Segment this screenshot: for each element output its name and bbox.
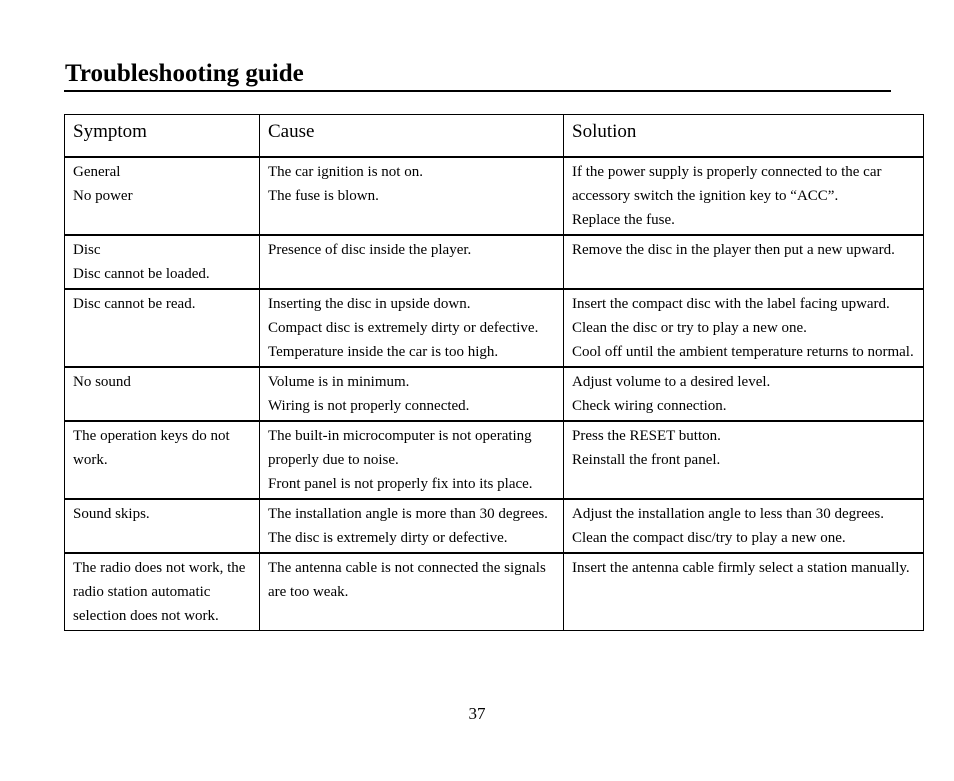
cause-line: Volume is in minimum. bbox=[268, 374, 410, 390]
symptom-line: Disc bbox=[73, 242, 101, 258]
cause-line: Compact disc is extremely dirty or defective. bbox=[268, 320, 539, 336]
solution-line: Cool off until the ambient temperature returns to normal. bbox=[572, 344, 914, 360]
page-title: Troubleshooting guide bbox=[65, 60, 304, 87]
solution-line: If the power supply is properly connected to the car accessory switch the ignition key to “ACC”. bbox=[572, 164, 882, 204]
cause-line: The built-in microcomputer is not operating properly due to noise. bbox=[268, 428, 532, 468]
column-header-cause: Cause bbox=[260, 115, 564, 158]
symptom-line: Disc cannot be loaded. bbox=[73, 266, 210, 282]
solution-line: Insert the compact disc with the label facing upward. bbox=[572, 296, 890, 312]
solution-cell bbox=[564, 157, 924, 235]
table-row bbox=[65, 157, 924, 235]
symptom-cell bbox=[65, 553, 260, 631]
symptom-line: The radio does not work, the radio station automatic selection does not work. bbox=[73, 560, 246, 624]
symptom-line: Sound skips. bbox=[73, 506, 150, 522]
table-row bbox=[65, 235, 924, 289]
symptom-line: No sound bbox=[73, 374, 131, 390]
cause-line: The installation angle is more than 30 degrees. bbox=[268, 506, 548, 522]
symptom-line: General bbox=[73, 164, 121, 180]
symptom-cell bbox=[65, 289, 260, 367]
solution-line: Reinstall the front panel. bbox=[572, 452, 721, 468]
symptom-cell bbox=[65, 157, 260, 235]
cause-cell bbox=[260, 421, 564, 499]
solution-line: Press the RESET button. bbox=[572, 428, 721, 444]
solution-line: Adjust volume to a desired level. bbox=[572, 374, 771, 390]
solution-line: Replace the fuse. bbox=[572, 212, 675, 228]
symptom-cell bbox=[65, 421, 260, 499]
symptom-cell bbox=[65, 367, 260, 421]
table-row bbox=[65, 499, 924, 553]
table-row bbox=[65, 553, 924, 631]
cause-line: The antenna cable is not connected the signals are too weak. bbox=[268, 560, 546, 600]
cause-cell bbox=[260, 157, 564, 235]
solution-line: Clean the compact disc/try to play a new one. bbox=[572, 530, 846, 546]
cause-line: Front panel is not properly fix into its place. bbox=[268, 476, 533, 492]
cause-line: The car ignition is not on. bbox=[268, 164, 423, 180]
cause-line: Temperature inside the car is too high. bbox=[268, 344, 499, 360]
solution-cell bbox=[564, 235, 924, 289]
solution-line: Remove the disc in the player then put a new upward. bbox=[572, 242, 895, 258]
solution-line: Clean the disc or try to play a new one. bbox=[572, 320, 807, 336]
solution-cell bbox=[564, 289, 924, 367]
solution-line: Adjust the installation angle to less than 30 degrees. bbox=[572, 506, 885, 522]
cause-cell bbox=[260, 367, 564, 421]
title-underline bbox=[64, 90, 891, 92]
cause-line: Wiring is not properly connected. bbox=[268, 398, 470, 414]
cause-line: Presence of disc inside the player. bbox=[268, 242, 472, 258]
cause-cell bbox=[260, 553, 564, 631]
cause-cell bbox=[260, 289, 564, 367]
column-header-symptom: Symptom bbox=[65, 115, 260, 158]
page-number: 37 bbox=[468, 704, 486, 723]
symptom-cell bbox=[65, 235, 260, 289]
solution-cell bbox=[564, 367, 924, 421]
cause-cell bbox=[260, 499, 564, 553]
cause-line: The disc is extremely dirty or defective. bbox=[268, 530, 508, 546]
solution-cell bbox=[564, 553, 924, 631]
cause-line: Inserting the disc in upside down. bbox=[268, 296, 471, 312]
troubleshooting-table bbox=[64, 114, 924, 631]
symptom-line: The operation keys do not work. bbox=[73, 428, 230, 468]
symptom-line: Disc cannot be read. bbox=[73, 296, 196, 312]
solution-line: Check wiring connection. bbox=[572, 398, 727, 414]
table-header-row bbox=[65, 115, 924, 158]
table-row bbox=[65, 421, 924, 499]
table-row bbox=[65, 367, 924, 421]
cause-line: The fuse is blown. bbox=[268, 188, 379, 204]
table-row bbox=[65, 289, 924, 367]
cause-cell bbox=[260, 235, 564, 289]
solution-cell bbox=[564, 421, 924, 499]
symptom-cell bbox=[65, 499, 260, 553]
solution-line: Insert the antenna cable firmly select a station manually. bbox=[572, 560, 910, 576]
solution-cell bbox=[564, 499, 924, 553]
symptom-line: No power bbox=[73, 188, 133, 204]
column-header-solution: Solution bbox=[564, 115, 924, 158]
